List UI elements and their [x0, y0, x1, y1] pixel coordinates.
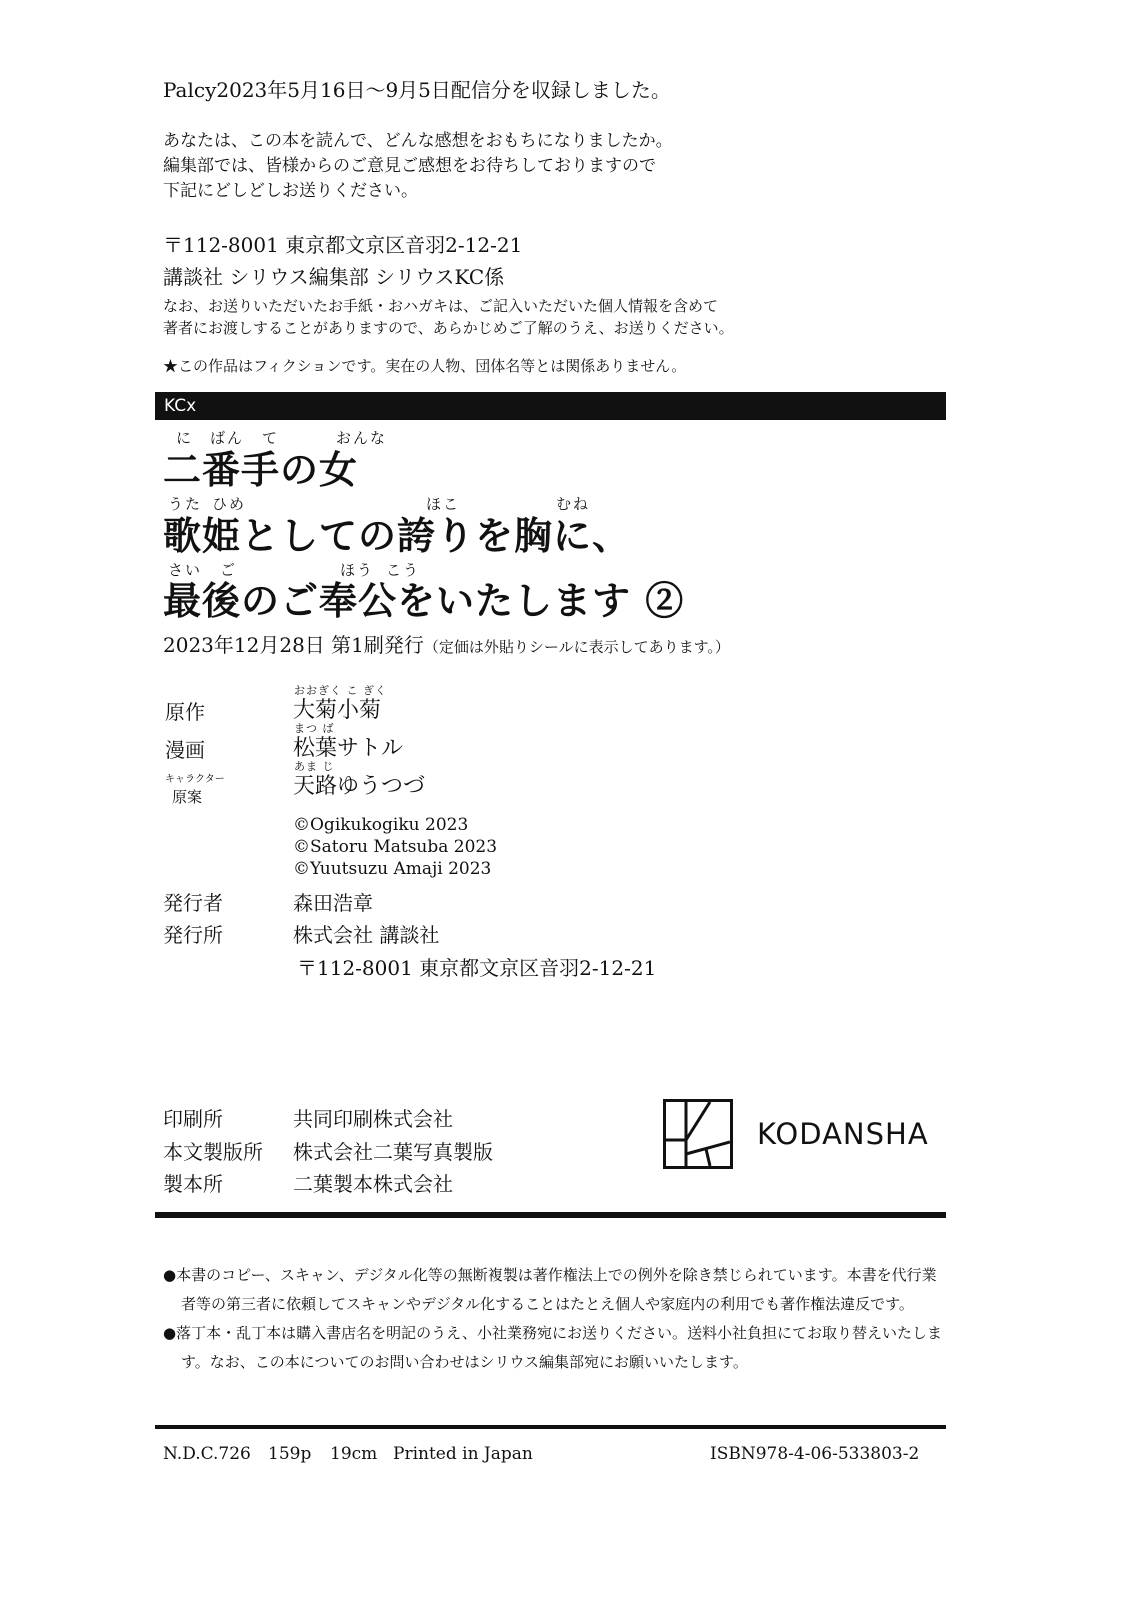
credit-role-character-small: キャラクター	[165, 774, 225, 785]
legal-line-3: ●落丁本・乱丁本は購入書店名を明記のうえ、小社業務宛にお送りください。送料小社負担にてお取り替えいたしま	[163, 1324, 942, 1342]
ruby: おんな	[336, 429, 388, 447]
ruby: て	[262, 429, 280, 447]
divider-thick	[155, 1212, 946, 1218]
platemaker-name: 株式会社二葉写真製版	[293, 1140, 493, 1164]
ruby: ご	[220, 561, 238, 579]
platemaker-role: 本文製版所	[163, 1140, 263, 1164]
label-bar: KCx	[155, 392, 946, 420]
kodansha-logo-icon	[666, 1102, 730, 1166]
copyright-3: ©Yuutsuzu Amaji 2023	[293, 859, 492, 879]
legal-line-2: 者等の第三者に依頼してスキャンやデジタル化することはたとえ個人や家庭内の利用でも著作権法違反です。	[181, 1295, 914, 1313]
footer-printed: Printed in Japan	[393, 1444, 533, 1464]
divider-bottom	[155, 1425, 946, 1429]
credit-ruby-character: あま じ	[294, 760, 335, 773]
issue-date-text: 2023年12月28日 第1刷発行	[163, 633, 424, 657]
credit-name-original: 大菊小菊	[293, 698, 382, 723]
publishing-house-role: 発行所	[163, 923, 223, 947]
credit-role-character: 原案	[172, 788, 203, 806]
feedback-line-1: あなたは、この本を読んで、どんな感想をおもちになりましたか。	[163, 131, 673, 151]
legal-line-1: ●本書のコピー、スキャン、デジタル化等の無断複製は著作権法上での例外を除き禁じられています。本書を代行業	[163, 1266, 937, 1284]
ruby: ひめ	[212, 495, 247, 513]
ruby: ばん	[210, 429, 245, 447]
ruby: こう	[386, 561, 421, 579]
footer-size: 19cm	[330, 1444, 378, 1464]
title-line-3: 最後のご奉公をいたします ②	[163, 578, 685, 623]
title-line-1: 二番手の女	[163, 447, 359, 492]
credit-name-character: 天路ゆうつづ	[293, 774, 426, 799]
binder-role: 製本所	[163, 1172, 223, 1196]
kodansha-logo-mark	[663, 1099, 733, 1169]
feedback-line-2: 編集部では、皆様からのご意見ご感想をお待ちしておりますので	[163, 156, 656, 176]
issue-date	[163, 633, 730, 657]
mail-address: 〒112-8001 東京都文京区音羽2-12-21	[163, 233, 523, 257]
printer-role: 印刷所	[163, 1107, 223, 1131]
credit-ruby-original: おおぎく こ ぎく	[294, 684, 387, 697]
title-line-2: 歌姫としての誇りを胸に、	[163, 513, 632, 558]
fiction-disclaimer: ★この作品はフィクションです。実在の人物、団体名等とは関係ありません。	[163, 357, 687, 375]
copyright-1: ©Ogikukogiku 2023	[293, 815, 469, 835]
footer-ndc: N.D.C.726	[163, 1444, 251, 1464]
publishing-house-name: 株式会社 講談社	[293, 923, 440, 947]
publisher-address: 〒112-8001 東京都文京区音羽2-12-21	[297, 956, 657, 980]
credit-role-manga: 漫画	[165, 738, 205, 762]
publisher-name: 森田浩章	[293, 891, 373, 915]
source-note: Palcy2023年5月16日～9月5日配信分を収録しました。	[163, 78, 671, 102]
price-note: （定価は外貼りシールに表示してあります。）	[423, 638, 730, 656]
printer-name: 共同印刷株式会社	[293, 1107, 453, 1131]
ruby: むね	[556, 495, 591, 513]
mail-department: 講談社 シリウス編集部 シリウスKC係	[163, 265, 505, 289]
credit-ruby-manga: まつ ば	[294, 722, 335, 735]
ruby: に	[176, 429, 194, 447]
copyright-2: ©Satoru Matsuba 2023	[293, 837, 498, 857]
ruby: さい	[168, 561, 203, 579]
privacy-line-2: 著者にお渡しすることがありますので、あらかじめご了解のうえ、お送りください。	[163, 319, 734, 337]
ruby: ほこ	[426, 495, 461, 513]
privacy-line-1: なお、お送りいただいたお手紙・おハガキは、ご記入いただいた個人情報を含めて	[163, 297, 719, 315]
feedback-line-3: 下記にどしどしお送りください。	[163, 181, 418, 201]
legal-line-4: す。なお、この本についてのお問い合わせはシリウス編集部宛にお願いいたします。	[181, 1353, 748, 1371]
ruby: ほう	[340, 561, 375, 579]
footer-pages: 159p	[268, 1444, 312, 1464]
publisher-role: 発行者	[163, 891, 223, 915]
footer-isbn: ISBN978-4-06-533803-2	[710, 1444, 920, 1464]
kodansha-logo-text: KODANSHA	[757, 1117, 929, 1151]
credit-role-original: 原作	[165, 700, 205, 724]
credit-name-manga: 松葉サトル	[293, 736, 404, 761]
binder-name: 二葉製本株式会社	[293, 1172, 453, 1196]
ruby: うた	[168, 495, 203, 513]
